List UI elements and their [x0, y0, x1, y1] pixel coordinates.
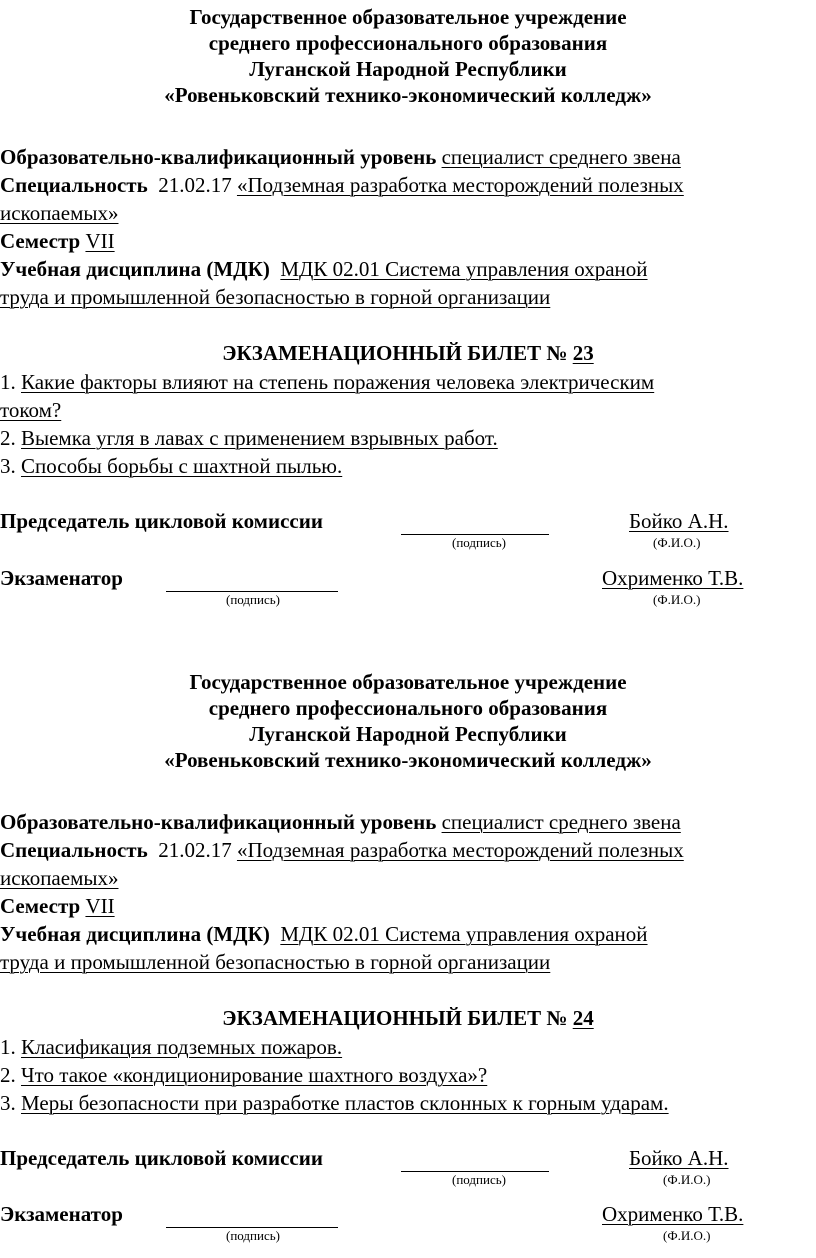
- specialty-label: Специальность: [0, 173, 148, 197]
- ticket-title-label: ЭКЗАМЕНАЦИОННЫЙ БИЛЕТ №: [222, 1006, 568, 1030]
- specialty-row: [0, 836, 800, 864]
- header-line: «Ровеньковский технико-экономический колледж»: [164, 748, 652, 772]
- header-line: Государственное образовательное учреждение: [189, 670, 627, 694]
- question-item: [0, 452, 800, 480]
- header-line: Луганской Народной Республики: [249, 722, 567, 746]
- specialty-row-continued: [0, 864, 800, 892]
- chair-name: Бойко А.Н.: [629, 509, 729, 533]
- level-value: специалист среднего звена: [441, 810, 681, 834]
- question-text: Выемка угля в лавах с применением взрывных работ.: [21, 426, 498, 450]
- question-number: 2.: [0, 1063, 16, 1087]
- semester-label: Семестр: [0, 229, 81, 253]
- question-text: Какие факторы влияют на степень поражения человека электрическим: [21, 370, 655, 394]
- discipline-value-continued: труда и промышленной безопасностью в горной организации: [0, 285, 551, 309]
- question-number: 3.: [0, 454, 16, 478]
- question-number: 1.: [0, 1035, 16, 1059]
- discipline-value: МДК 02.01 Система управления охраной: [280, 257, 648, 281]
- specialty-code: 21.02.17: [158, 173, 232, 197]
- semester-value: VII: [85, 229, 115, 253]
- specialty-code: 21.02.17: [158, 838, 232, 862]
- level-row: [0, 808, 800, 836]
- examiner-signature-line: [166, 565, 338, 592]
- signature-caption: (подпись): [452, 1172, 506, 1187]
- semester-label: Семестр: [0, 894, 81, 918]
- level-label: Образовательно-квалификационный уровень: [0, 145, 437, 169]
- fio-caption: (Ф.И.О.): [653, 535, 701, 550]
- discipline-row: [0, 255, 800, 283]
- question-text-continued: током?: [0, 398, 62, 422]
- header-line: Луганской Народной Республики: [249, 57, 567, 81]
- ticket-info: [0, 143, 800, 311]
- examiner-name: Охрименко Т.В.: [602, 1202, 744, 1226]
- signature-caption: (подпись): [226, 1228, 280, 1243]
- institution-header: [0, 669, 816, 773]
- signature-caption: (подпись): [226, 592, 280, 607]
- examiner-label: Экзаменатор: [0, 1202, 123, 1226]
- question-text: Способы борьбы с шахтной пылью.: [21, 454, 343, 478]
- ticket-info: [0, 808, 800, 976]
- examiner-label: Экзаменатор: [0, 566, 123, 590]
- ticket-number: 23: [572, 341, 594, 365]
- level-row: [0, 143, 800, 171]
- discipline-label: Учебная дисциплина (МДК): [0, 257, 270, 281]
- question-item-continued: [0, 396, 800, 424]
- ticket-title: [0, 1004, 816, 1032]
- header-line: «Ровеньковский технико-экономический колледж»: [164, 83, 652, 107]
- semester-row: [0, 227, 800, 255]
- ticket-title-label: ЭКЗАМЕНАЦИОННЫЙ БИЛЕТ №: [222, 341, 568, 365]
- institution-header: [0, 4, 816, 108]
- question-number: 3.: [0, 1091, 16, 1115]
- ticket-title: [0, 339, 816, 367]
- question-list: [0, 368, 800, 480]
- chair-label: Председатель цикловой комиссии: [0, 509, 323, 533]
- specialty-value: «Подземная разработка месторождений полезных: [236, 173, 684, 197]
- level-value: специалист среднего звена: [441, 145, 681, 169]
- fio-caption: (Ф.И.О.): [663, 1172, 711, 1187]
- specialty-value-continued: ископаемых»: [0, 201, 119, 225]
- question-item: [0, 368, 800, 396]
- examiner-name: Охрименко Т.В.: [602, 566, 744, 590]
- question-item: [0, 424, 800, 452]
- fio-caption: (Ф.И.О.): [663, 1228, 711, 1243]
- signature-caption: (подпись): [452, 535, 506, 550]
- discipline-row-continued: [0, 283, 800, 311]
- question-text: Что такое «кондиционирование шахтного воздуха»?: [21, 1063, 488, 1087]
- question-list: [0, 1033, 800, 1117]
- ticket-number: 24: [572, 1006, 594, 1030]
- semester-value: VII: [85, 894, 115, 918]
- question-number: 2.: [0, 426, 16, 450]
- question-text: Меры безопасности при разработке пластов склонных к горным ударам.: [21, 1091, 669, 1115]
- chair-label: Председатель цикловой комиссии: [0, 1146, 323, 1170]
- discipline-row: [0, 920, 800, 948]
- header-line: среднего профессионального образования: [208, 696, 608, 720]
- header-line: среднего профессионального образования: [208, 31, 608, 55]
- specialty-row: [0, 171, 800, 199]
- question-item: [0, 1061, 800, 1089]
- examiner-signature-line: [166, 1201, 338, 1228]
- specialty-label: Специальность: [0, 838, 148, 862]
- chair-signature-line: [401, 1145, 549, 1172]
- discipline-value: МДК 02.01 Система управления охраной: [280, 922, 648, 946]
- specialty-value-continued: ископаемых»: [0, 866, 119, 890]
- semester-row: [0, 892, 800, 920]
- specialty-row-continued: [0, 199, 800, 227]
- chair-signature-line: [401, 508, 549, 535]
- question-text: Класификация подземных пожаров.: [21, 1035, 343, 1059]
- header-line: Государственное образовательное учреждение: [189, 5, 627, 29]
- question-number: 1.: [0, 370, 16, 394]
- discipline-label: Учебная дисциплина (МДК): [0, 922, 270, 946]
- discipline-value-continued: труда и промышленной безопасностью в горной организации: [0, 950, 551, 974]
- specialty-value: «Подземная разработка месторождений полезных: [236, 838, 684, 862]
- fio-caption: (Ф.И.О.): [653, 592, 701, 607]
- question-item: [0, 1089, 800, 1117]
- chair-name: Бойко А.Н.: [629, 1146, 729, 1170]
- discipline-row-continued: [0, 948, 800, 976]
- level-label: Образовательно-квалификационный уровень: [0, 810, 437, 834]
- question-item: [0, 1033, 800, 1061]
